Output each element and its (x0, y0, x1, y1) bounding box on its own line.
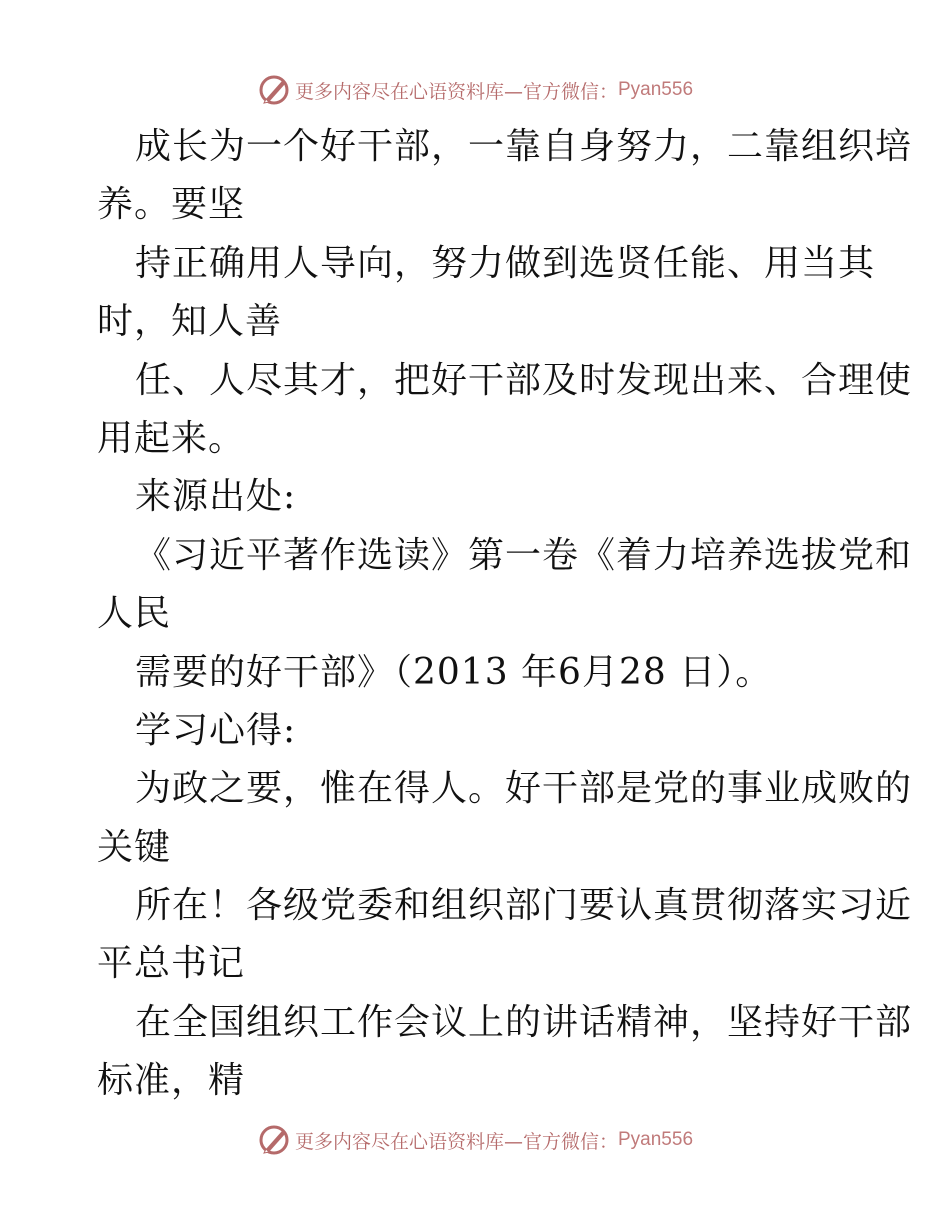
text-line: 成长为一个好干部，一靠自身努力，二靠组织培 (135, 126, 913, 167)
header-watermark (0, 70, 950, 110)
watermark-text: 更多内容尽在心语资料库—官方微信： (294, 1130, 618, 1153)
text-line: 《习近平著作选读》第一卷《着力培养选拔党和 (135, 534, 913, 576)
watermark-wechat-id: Pyan556 (618, 79, 694, 100)
text-line: 人民 (97, 593, 172, 635)
text-line: 用起来。 (97, 417, 246, 459)
text-line: 标准，精 (97, 1060, 246, 1102)
text-line: 时，知人善 (97, 301, 283, 343)
watermark-text: 更多内容尽在心语资料库—官方微信： (294, 80, 618, 103)
footer-watermark (0, 1120, 950, 1160)
pen-circle-logo-icon (257, 1123, 291, 1157)
text-line: 平总书记 (97, 943, 246, 985)
watermark-wechat-id: Pyan556 (618, 1129, 694, 1150)
text-line: 养。要坚 (97, 184, 246, 226)
text-line: 在全国组织工作会议上的讲话精神，坚持好干部 (135, 1001, 913, 1043)
pen-circle-logo-icon (257, 73, 291, 107)
text-line: 为政之要，惟在得人。好干部是党的事业成败的 (135, 768, 913, 810)
text-line: 所在！各级党委和组织部门要认真贯彻落实习近 (135, 885, 913, 927)
document-body (97, 118, 913, 1111)
text-line: 任、人尽其才，把好干部及时发现出来、合理使 (135, 359, 913, 401)
text-line: 持正确用人导向，努力做到选贤任能、用当其 (135, 242, 876, 284)
section-heading-notes: 学习心得: (135, 709, 297, 751)
section-heading-source: 来源出处: (135, 476, 297, 518)
text-line: 关键 (97, 826, 172, 868)
text-line: 需要的好干部》（2013 年6月28 日）。 (135, 651, 773, 693)
